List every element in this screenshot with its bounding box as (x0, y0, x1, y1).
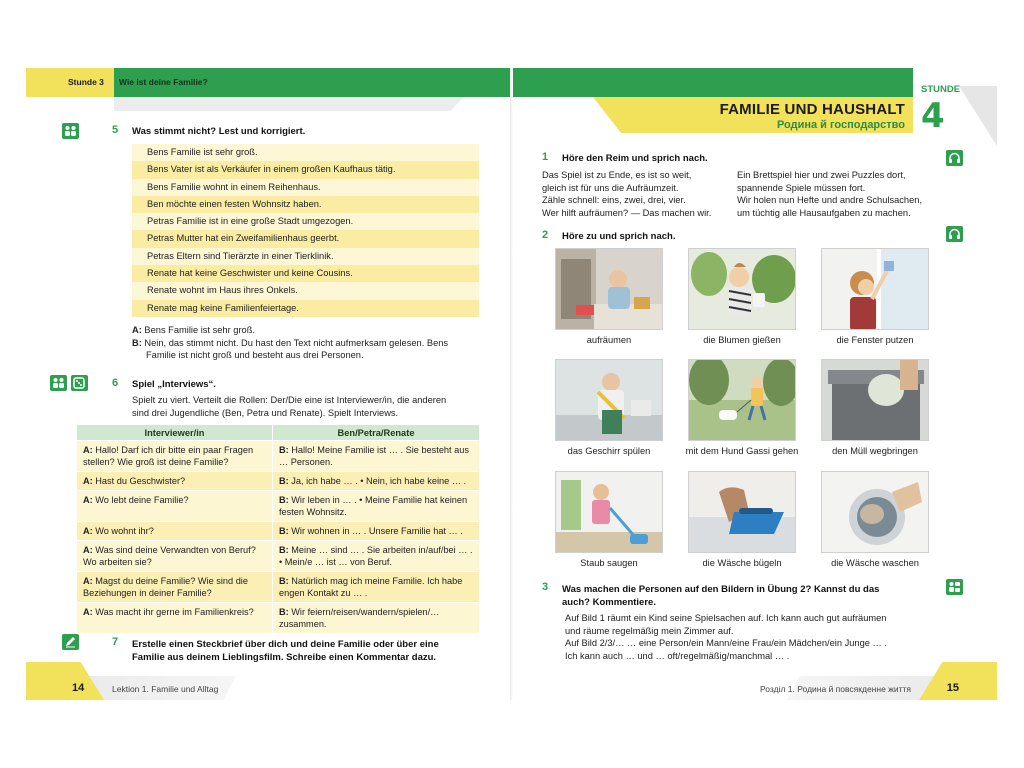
intro-line: Spielt zu viert. Verteilt die Rollen: Der/Die eine ist Interviewer/in, die anderen (132, 395, 447, 405)
rhyme-line: spannende Spiele müssen fort. (737, 182, 866, 193)
textbook-spread (26, 68, 997, 700)
page-number: 14 (72, 682, 85, 694)
group-work-icon (62, 123, 79, 139)
cell-text: Natürlich mag ich meine Familie. Ich habe engen Kontakt zu … . (279, 576, 463, 598)
rhyme-line: Wir holen nun Hefte und andre Schulsachen, (737, 195, 923, 205)
rhyme-line: Zähle schnell: eins, zwei, drei, vier. (542, 195, 686, 205)
exercise-3-example (565, 612, 965, 662)
answer-cell (273, 572, 480, 603)
speaker-label: B: (279, 545, 289, 555)
stunde-word: STUNDE (921, 84, 961, 95)
statement-list (132, 144, 479, 317)
cell-text: Ja, ich habe … . • Nein, ich habe keine … . (291, 476, 467, 486)
caption: die Wäsche bügeln (702, 558, 782, 568)
exercise-1-heading: Höre den Reim und sprich nach. (562, 153, 708, 164)
interviewer-cell (77, 603, 273, 634)
photo-ironing (688, 471, 796, 553)
speaker-label: B: (279, 476, 289, 486)
exercise-1-number: 1 (542, 151, 549, 163)
example-line: Auf Bild 2/3/… … eine Person/ein Mann/eine Frau/ein Mädchen/ein Junge … . (565, 638, 887, 648)
example-a-text: Bens Familie ist sehr groß. (144, 325, 255, 335)
heading-line: Was machen die Personen auf den Bildern in Übung 2? Kannst du das (562, 584, 880, 595)
answer-cell (273, 522, 480, 541)
lesson-title: Wie ist deine Familie? (119, 77, 208, 87)
caption: den Müll wegbringen (832, 446, 918, 456)
rhyme-line: um tüchtig alle Hausaufgaben zu machen. (737, 207, 911, 218)
caption: das Geschirr spülen (567, 446, 651, 456)
photo-vacuuming (555, 471, 663, 553)
exercise-5-heading: Was stimmt nicht? Lest und korrigiert. (132, 126, 306, 137)
interview-row (77, 472, 480, 491)
photo-washing-dishes (555, 359, 663, 441)
stunde-label: Stunde 3 (68, 77, 104, 87)
answer-cell (273, 491, 480, 522)
right-page (513, 68, 997, 700)
exercise-7-number: 7 (112, 636, 119, 648)
rhyme-column-1 (542, 169, 742, 219)
footer-chapter: Розділ 1. Родина й повсякденне життя (759, 684, 911, 694)
exercise-2-number: 2 (542, 229, 549, 241)
example-dialogue (132, 324, 492, 362)
photo-watering-plants (688, 248, 796, 330)
example-line: und räume regelmäßig mein Zimmer auf. (565, 625, 734, 636)
interview-row (77, 491, 480, 522)
rhyme-line: Ein Brettspiel hier und zwei Puzzles dort, (737, 170, 906, 180)
stunde-box (913, 68, 997, 158)
speaker-b-label: B: (132, 337, 142, 348)
statement-item: Renate mag keine Familienfeiertage. (132, 300, 479, 317)
interviewer-cell (77, 541, 273, 572)
task-line: Familie aus deinem Lieblingsfilm. Schreibe einen Kommentar dazu. (132, 652, 437, 663)
interviewer-cell (77, 472, 273, 491)
header-shadow (114, 97, 464, 111)
left-header-bar (26, 68, 510, 97)
rhyme-line: Wer hilft aufräumen? — Das machen wir. (542, 207, 712, 218)
speaker-label: B: (279, 526, 289, 536)
caption: die Blumen gießen (703, 335, 781, 345)
answer-cell (273, 541, 480, 572)
left-footer (26, 662, 510, 700)
speaker-label: A: (83, 545, 93, 555)
speaker-label: A: (83, 607, 93, 617)
statement-item: Renate wohnt im Haus ihres Onkels. (132, 282, 479, 299)
cell-text: Hallo! Darf ich dir bitte ein paar Fragen stellen? Wie groß ist deine Familie? (83, 445, 254, 467)
heading-line: auch? Kommentiere. (562, 597, 656, 608)
interview-row (77, 603, 480, 634)
photo-walking-dog (688, 359, 796, 441)
exercise-7-task (132, 638, 502, 664)
speaker-a-label: A: (132, 325, 142, 335)
exercise-6-intro (132, 394, 492, 419)
answer-cell (273, 603, 480, 634)
caption: aufräumen (586, 335, 632, 345)
example-line: Ich kann auch … und … oft/regelmäßig/manchmal … . (565, 650, 790, 661)
task-line: Erstelle einen Steckbrief über dich und deine Familie oder über eine (132, 639, 439, 650)
answer-cell (273, 441, 480, 472)
exercise-2-heading: Höre zu und sprich nach. (562, 231, 676, 242)
speaker-label: A: (83, 445, 93, 455)
interviewer-cell (77, 522, 273, 541)
footer-chapter: Lektion 1. Familie und Alltag (112, 684, 219, 694)
statement-item: Bens Vater ist als Verkäufer in einem großen Kaufhaus tätig. (132, 161, 479, 178)
speaker-label: B: (279, 607, 289, 617)
photo-cleaning-window (821, 248, 929, 330)
photo-taking-out-trash (821, 359, 929, 441)
speaker-label: B: (279, 576, 289, 586)
statement-item: Petras Mutter hat ein Zweifamilienhaus geerbt. (132, 230, 479, 247)
cell-text: Hast du Geschwister? (95, 476, 186, 486)
group-work-icon (50, 375, 67, 391)
cell-text: Wir leben in … . • Meine Familie hat keinen festen Wohnsitz. (279, 495, 468, 517)
right-footer (513, 662, 997, 700)
interviewer-cell (77, 572, 273, 603)
cell-text: Meine … sind … . Sie arbeiten in/auf/bei … . • Mein/e … ist … von Beruf. (279, 545, 473, 567)
photo-tidying-up (555, 248, 663, 330)
interview-row (77, 572, 480, 603)
footer-corner (919, 662, 997, 700)
column-header-teens: Ben/Petra/Renate (273, 425, 480, 441)
cell-text: Was macht ihr gerne im Familienkreis? (95, 607, 254, 617)
pair-work-icon (946, 579, 963, 595)
pencil-icon (62, 634, 79, 650)
example-b-text: Nein, das stimmt nicht. Du hast den Text nicht aufmerksam gelesen. Bens (144, 337, 449, 348)
speaker-label: A: (83, 476, 93, 486)
headphones-icon (946, 226, 963, 242)
caption: die Fenster putzen (836, 335, 914, 345)
speaker-label: A: (83, 495, 93, 505)
interview-row (77, 522, 480, 541)
cell-text: Wir feiern/reisen/wandern/spielen/… zusammen. (279, 607, 440, 629)
speaker-label: B: (279, 445, 289, 455)
example-b-text-cont: Familie ist nicht groß und besteht aus drei Personen. (146, 350, 364, 360)
statement-item: Ben möchte einen festen Wohnsitz haben. (132, 196, 479, 213)
interview-table (76, 424, 480, 634)
chapter-title: FAMILIE UND HAUSHALT (719, 101, 905, 118)
exercise-6-number: 6 (112, 377, 119, 389)
cell-text: Magst du deine Familie? Wie sind die Beziehungen in deiner Familie? (83, 576, 248, 598)
caption: die Wäsche waschen (831, 558, 919, 568)
cell-text: Was sind deine Verwandten von Beruf? Wo arbeiten sie? (83, 545, 256, 567)
exercise-5-number: 5 (112, 124, 119, 136)
cell-text: Wir wohnen in … . Unsere Familie hat … . (291, 526, 463, 536)
caption: mit dem Hund Gassi gehen (685, 446, 799, 456)
interviewer-cell (77, 491, 273, 522)
photo-washing-machine (821, 471, 929, 553)
rhyme-line: gleich ist für uns die Aufräumzeit. (542, 182, 679, 193)
intro-line: sind drei Jugendliche (Ben, Petra und Renate). Spielt Interviews. (132, 407, 399, 418)
example-line: Auf Bild 1 räumt ein Kind seine Spielsachen auf. Ich kann auch gut aufräumen (565, 613, 887, 623)
interview-rows (77, 441, 480, 634)
left-page (26, 68, 510, 700)
rhyme-line: Das Spiel ist zu Ende, es ist so weit, (542, 170, 692, 180)
answer-cell (273, 472, 480, 491)
stunde-shade (959, 86, 997, 146)
exercise-3-number: 3 (542, 581, 549, 593)
statement-item: Bens Familie ist sehr groß. (132, 144, 479, 161)
cell-text: Wo wohnt ihr? (95, 526, 154, 536)
interview-row (77, 441, 480, 472)
caption: Staub saugen (580, 558, 638, 568)
cell-text: Hallo! Meine Familie ist … . Sie besteht aus … Personen. (279, 445, 469, 467)
speaker-label: A: (83, 576, 93, 586)
stunde-number: 4 (921, 96, 945, 136)
exercise-6-heading: Spiel „Interviews“. (132, 379, 216, 390)
statement-item: Renate hat keine Geschwister und keine Cousins. (132, 265, 479, 282)
rhyme-column-2 (737, 169, 977, 219)
dice-icon (71, 375, 88, 391)
statement-item: Petras Eltern sind Tierärzte in einer Tierklinik. (132, 248, 479, 265)
speaker-label: B: (279, 495, 289, 505)
statement-item: Petras Familie ist in eine große Stadt umgezogen. (132, 213, 479, 230)
chapter-subtitle: Родина й господарство (776, 119, 905, 131)
exercise-3-heading (562, 583, 942, 609)
headphones-icon (946, 150, 963, 166)
cell-text: Wo lebt deine Familie? (95, 495, 189, 505)
interview-row (77, 541, 480, 572)
page-number: 15 (946, 682, 959, 694)
statement-item: Bens Familie wohnt in einem Reihenhaus. (132, 179, 479, 196)
interviewer-cell (77, 441, 273, 472)
right-header-bar (513, 68, 913, 97)
speaker-label: A: (83, 526, 93, 536)
column-header-interviewer: Interviewer/in (77, 425, 273, 441)
